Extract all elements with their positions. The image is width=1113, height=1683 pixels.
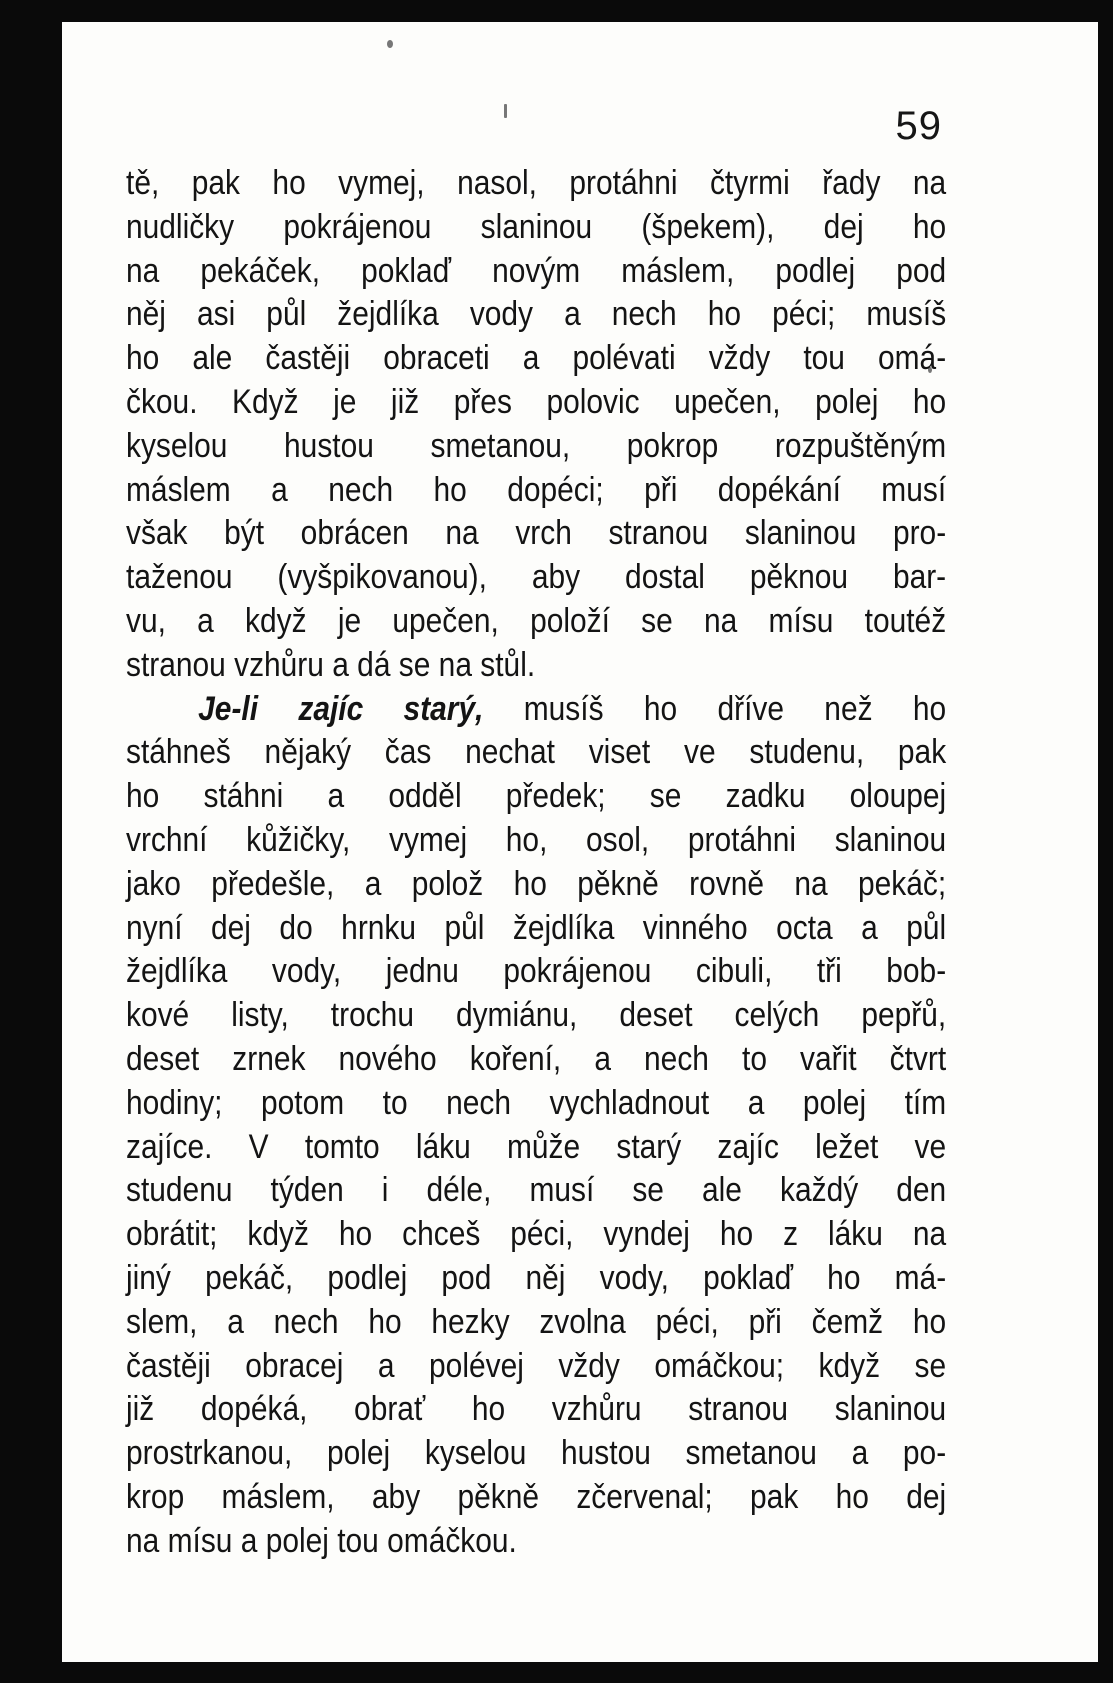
paper-speck [387,40,393,48]
text-line: však být obrácen na vrch stranou slaninou pro- [126,514,947,553]
text-line: prostrkanou, polej kyselou hustou smetanou a po- [126,1434,947,1473]
text-line: kové listy, trochu dymiánu, deset celých pepřů, [126,996,947,1035]
text-line: již dopéká, obrať ho vzhůru stranou slaninou [126,1390,947,1429]
text-line: žejdlíka vody, jednu pokrájenou cibuli, tři bob- [126,952,947,991]
text-line: něj asi půl žejdlíka vody a nech ho péci; musíš [126,295,947,334]
text-line: ho stáhni a odděl předek; se zadku oloupej [126,777,947,816]
text-line: obrátit; když ho chceš péci, vyndej ho z láku na [126,1215,947,1254]
text-line: studenu týden i déle, musí se ale každý den [126,1171,947,1210]
line-remainder: musíš ho dříve než ho [483,689,947,728]
text-line: hodiny; potom to nech vychladnout a polej tím [126,1083,947,1122]
text-line: máslem a nech ho dopéci; při dopékání musí [126,470,947,509]
text-line: deset zrnek nového koření, a nech to vařit čtvrt [126,1039,947,1078]
text-line: nyní dej do hrnku půl žejdlíka vinného octa a půl [126,908,947,947]
text-line: taženou (vyšpikovanou), aby dostal pěknou bar- [126,558,947,597]
text-line: vrchní kůžičky, vymej ho, osol, protáhni slaninou [126,820,947,859]
text-line: stáhneš nějaký čas nechat viset ve studenu, pak [126,733,947,772]
text-line: ho ale častěji obraceti a polévati vždy tou omá- [126,339,947,378]
text-line: jako předešle, a polož ho pěkně rovně na pekáč; [126,864,947,903]
text-line: kyselou hustou smetanou, pokrop rozpuštěným [126,426,947,465]
page-number: 59 [895,104,942,148]
text-line: častěji obracej a polévej vždy omáčkou; když se [126,1346,947,1385]
text-line: na mísu a polej tou omáčkou. [126,1521,517,1560]
text-line: vu, a když je upečen, položí se na mísu toutéž [126,601,947,640]
paragraph-opening-line [126,688,946,732]
text-line: nudličky pokrájenou slaninou (špekem), dej ho [126,207,947,246]
text-line: na pekáček, poklaď novým máslem, podlej pod [126,251,947,290]
book-page [62,22,1098,1662]
text-line: čkou. Když je již přes polovic upečen, polej ho [126,382,947,421]
emphasized-phrase: Je-li zajíc starý, [198,689,484,728]
text-line: zajíce. V tomto láku může starý zajíc ležet ve [126,1127,947,1166]
text-line: stranou vzhůru a dá se na stůl. [126,645,536,684]
text-line: krop máslem, aby pěkně zčervenal; pak ho dej [126,1477,947,1516]
text-line: tě, pak ho vymej, nasol, protáhni čtyrmi řady na [126,164,947,202]
paper-speck [504,104,507,118]
text-line: jiný pekáč, podlej pod něj vody, poklaď ho má- [126,1258,947,1297]
text-line: slem, a nech ho hezky zvolna péci, při čemž ho [126,1302,947,1341]
body-text [126,162,946,1564]
